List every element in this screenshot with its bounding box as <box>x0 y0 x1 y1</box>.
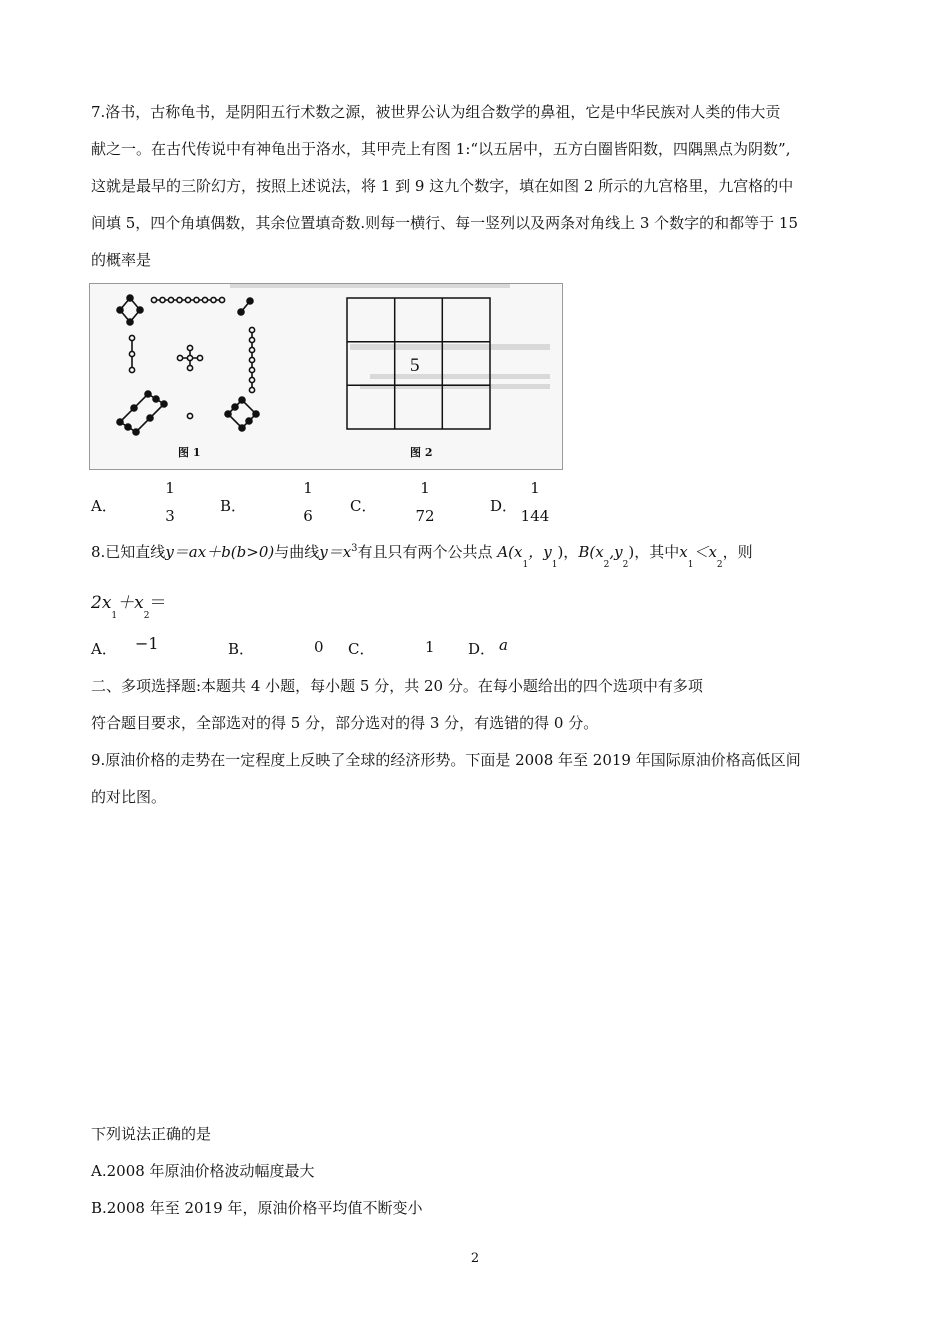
q8-option-b-value: 0 <box>314 638 324 656</box>
q7-option-c-letter[interactable]: C． <box>350 497 377 515</box>
section-2-heading-line-1: 二、多项选择题:本题共 4 小题，每小题 5 分，共 20 分。在每小题给出的四个选项中有多项 <box>91 677 703 695</box>
q7-text-line-1: 7.洛书，古称龟书，是阴阳五行术数之源，被世界公认为组合数学的鼻祖，它是中华民族对人类的伟大贡 <box>91 103 781 121</box>
luoshu-dots-figure-1 <box>117 295 259 435</box>
q7-text-line-5: 的概率是 <box>91 251 152 269</box>
q8-expression-plus: ＋x <box>117 593 144 613</box>
q7-option-a-letter[interactable]: A． <box>91 497 117 515</box>
q8-condition-end: ，则 <box>722 543 753 561</box>
q7-option-d-letter[interactable]: D． <box>490 497 518 515</box>
section-2-heading-line-2: 符合题目要求，全部选对的得 5 分，部分选对的得 3 分，有选错的得 0 分。 <box>91 714 599 732</box>
q9-option-b[interactable]: B.2008 年至 2019 年，原油价格平均值不断变小 <box>91 1199 423 1217</box>
q7-option-c-numerator: 1 <box>420 479 430 497</box>
q7-text-line-4: 间填 5，四个角填偶数，其余位置填奇数.则每一横行、每一竖列以及两条对角线上 3 个数字的和都等于 15 <box>91 214 799 232</box>
q7-text-line-2: 献之一。在古代传说中有神龟出于洛水，其甲壳上有图 1:“以五居中，五方白圈皆阳数，四隅黑点为阴数”, <box>91 140 791 158</box>
figure-2-caption: 图 2 <box>410 446 433 459</box>
page-number: 2 <box>470 1251 480 1266</box>
q8-expression-sub-2: 2 <box>143 611 150 621</box>
q8-point-b-sub-1: 2 <box>603 560 610 570</box>
q8-point-b: B(x <box>578 543 604 561</box>
q8-point-a-sub-1: 1 <box>522 560 529 570</box>
q8-expression-equals: ＝ <box>149 593 167 613</box>
q8-mid-text: 与曲线 <box>274 543 320 561</box>
q8-option-c-value: 1 <box>425 638 435 656</box>
q8-expression: 2x <box>91 593 112 613</box>
grid-center-number: 5 <box>410 355 420 376</box>
q8-point-a-mid: ，y <box>528 543 552 561</box>
q8-condition-sub-1: 1 <box>687 560 694 570</box>
figure-1-caption: 图 1 <box>178 446 201 459</box>
q8-option-a-letter[interactable]: A． <box>91 640 117 658</box>
q7-option-a-numerator: 1 <box>165 479 175 497</box>
q8-prefix: 8.已知直线 <box>91 543 166 561</box>
q9-prompt: 下列说法正确的是 <box>91 1125 212 1143</box>
q7-option-c-denominator: 72 <box>415 507 435 525</box>
q8-option-a-value: −1 <box>135 634 159 653</box>
q7-option-d-denominator: 144 <box>520 507 550 525</box>
q8-curve-equation: y＝x <box>319 543 352 561</box>
q7-option-b-numerator: 1 <box>303 479 313 497</box>
q8-expression-sub-1: 1 <box>111 611 118 621</box>
q8-after-text: 有且只有两个公共点 <box>357 543 493 561</box>
q7-option-b-denominator: 6 <box>303 507 313 525</box>
q7-option-d-numerator: 1 <box>530 479 540 497</box>
q9-option-a[interactable]: A.2008 年原油价格波动幅度最大 <box>91 1162 315 1180</box>
q8-curve-exponent: 3 <box>351 543 358 554</box>
q7-option-b-letter[interactable]: B． <box>220 497 247 515</box>
q8-condition-lt: ＜x <box>693 543 717 561</box>
q8-line-equation: y＝ax＋b(b>0) <box>165 543 275 561</box>
q8-point-a-sub-2: 1 <box>551 560 558 570</box>
q8-point-b-mid: ,y <box>609 543 623 561</box>
luoshu-illustration <box>90 284 562 469</box>
q8-option-d-value: a <box>499 636 508 654</box>
q8-option-d-letter[interactable]: D． <box>468 640 496 658</box>
q8-point-a: A(x <box>497 543 523 561</box>
q9-text-line-1: 9.原油价格的走势在一定程度上反映了全球的经济形势。下面是 2008 年至 2019 年国际原油价格高低区间 <box>91 751 801 769</box>
q8-text-line-1 <box>91 541 753 570</box>
q8-point-b-end: )，其中 <box>628 543 680 561</box>
q8-condition-sub-2: 2 <box>716 560 723 570</box>
q8-option-c-letter[interactable]: C． <box>348 640 375 658</box>
q9-text-line-2: 的对比图。 <box>91 788 167 806</box>
q8-condition-x1: x <box>679 543 688 561</box>
q8-point-a-end: )， <box>557 543 579 561</box>
luoshu-figure <box>89 283 563 470</box>
q8-point-b-sub-2: 2 <box>622 560 629 570</box>
q8-text-line-2 <box>91 588 167 621</box>
q7-option-a-denominator: 3 <box>165 507 175 525</box>
q7-text-line-3: 这就是最早的三阶幻方，按照上述说法，将 1 到 9 这九个数字，填在如图 2 所示的九宫格里，九宫格的中 <box>91 177 794 195</box>
q8-option-b-letter[interactable]: B． <box>228 640 255 658</box>
